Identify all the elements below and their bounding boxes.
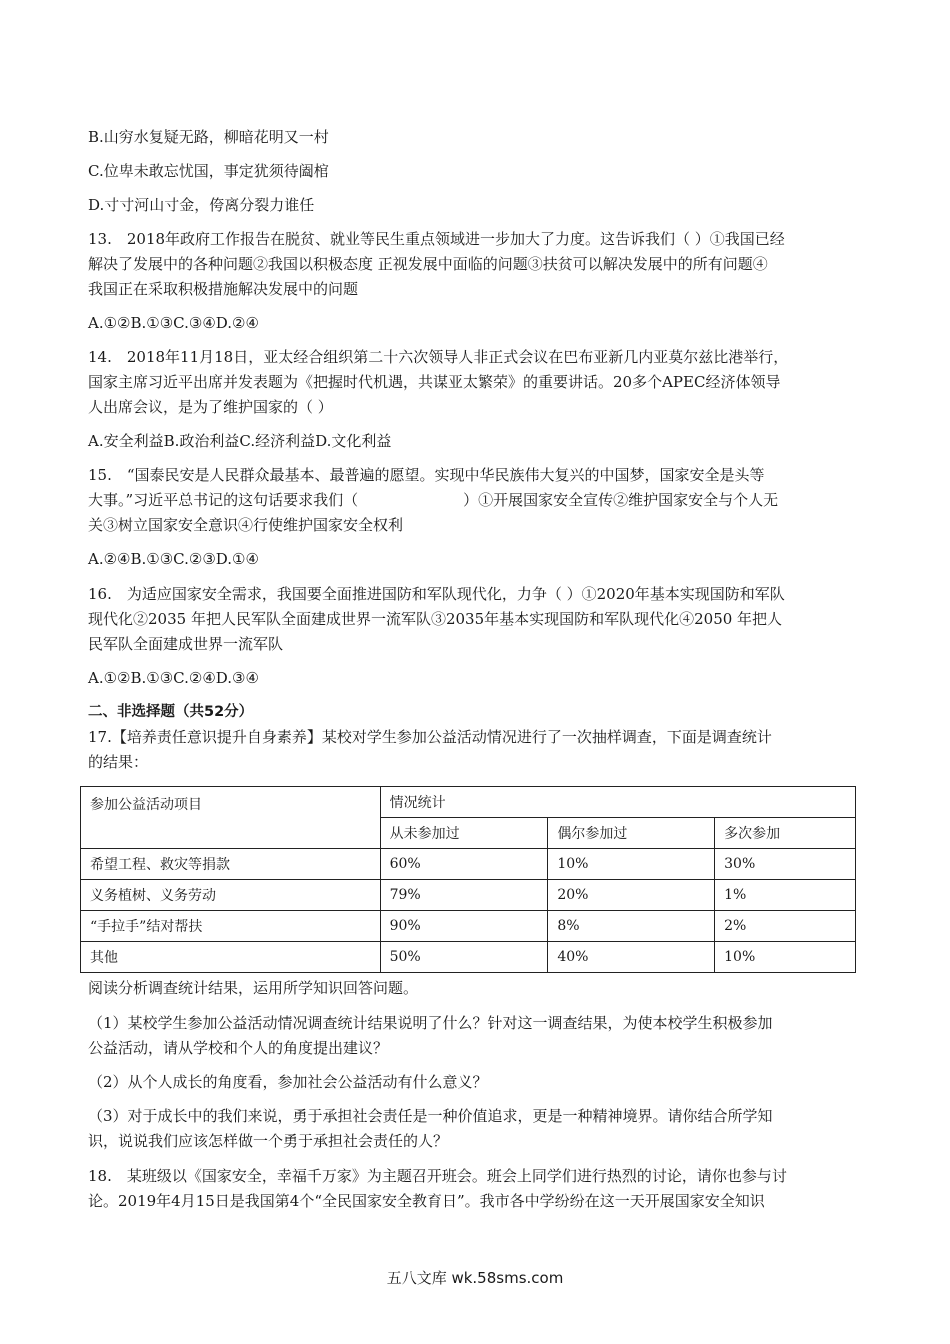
- survey-table: [80, 786, 856, 973]
- table-row: [81, 849, 856, 880]
- row-value: 60%: [380, 849, 548, 880]
- row-value: 20%: [548, 880, 715, 911]
- q17-sub3-line-2: 识，说说我们应该怎样做一个勇于承担社会责任的人？: [88, 1132, 449, 1150]
- row-value: 10%: [548, 849, 715, 880]
- row-value: 50%: [380, 942, 548, 973]
- row-value: 2%: [715, 911, 856, 942]
- q14-line-2: 国家主席习近平出席并发表题为《把握时代机遇，共谋亚太繁荣》的重要讲话。20多个APEC经济体领导: [88, 373, 781, 391]
- subheader-occasional: 偶尔参加过: [548, 818, 715, 849]
- q18-line-1: 18. 某班级以《国家安全，幸福千万家》为主题召开班会。班会上同学们进行热烈的讨论，请你也参与讨: [88, 1167, 787, 1185]
- q15-line-1: 15. “国泰民安是人民群众最基本、最普遍的愿望。实现中华民族伟大复兴的中国梦，国家安全是头等: [88, 466, 765, 484]
- q14-line-3: 人出席会议，是为了维护国家的（ ）: [88, 398, 333, 416]
- q15-line-2: 大事。”习近平总书记的这句话要求我们（ ）①开展国家安全宣传②维护国家安全与个人无: [88, 491, 779, 509]
- q13-answers: A.①②B.①③C.③④D.②④: [88, 314, 259, 332]
- table-row: [81, 880, 856, 911]
- q12-option-b: B.山穷水复疑无路，柳暗花明又一村: [88, 128, 329, 146]
- q14-line-1: 14. 2018年11月18日，亚太经合组织第二十六次领导人非正式会议在巴布亚新几内亚莫尔兹比港举行，: [88, 348, 789, 366]
- q15-line-3: 关③树立国家安全意识④行使维护国家安全权利: [88, 516, 404, 534]
- row-value: 30%: [715, 849, 856, 880]
- section-2-title: 二、非选择题（共52分）: [88, 704, 254, 720]
- q13-line-1: 13. 2018年政府工作报告在脱贫、就业等民生重点领域进一步加大了力度。这告诉我们（ ）①我国已经: [88, 230, 785, 248]
- q14-answers: A.安全利益B.政治利益C.经济利益D.文化利益: [88, 432, 392, 450]
- q17-sub3-line-1: （3）对于成长中的我们来说，勇于承担社会责任是一种价值追求，更是一种精神境界。请你结合所学知: [88, 1107, 773, 1125]
- header-stats-cell: 情况统计: [380, 787, 855, 818]
- table-row: [81, 911, 856, 942]
- row-item: “手拉手”结对帮扶: [81, 911, 381, 942]
- row-item: 其他: [81, 942, 381, 973]
- header-item-label: 参加公益活动项目: [90, 796, 202, 813]
- table-row: [81, 942, 856, 973]
- row-value: 40%: [548, 942, 715, 973]
- q17-line-1: 17.【培养责任意识提升自身素养】某校对学生参加公益活动情况进行了一次抽样调查，下面是调查统计: [88, 728, 772, 746]
- row-item: 希望工程、救灾等捐款: [81, 849, 381, 880]
- subheader-never: 从未参加过: [380, 818, 548, 849]
- q18-line-2: 论。2019年4月15日是我国第4个“全民国家安全教育日”。我市各中学纷纷在这一天开展国家安全知识: [88, 1192, 765, 1210]
- q12-option-c: C.位卑未敢忘忧国，事定犹须待阖棺: [88, 162, 329, 180]
- row-value: 79%: [380, 880, 548, 911]
- subheader-frequent: 多次参加: [715, 818, 856, 849]
- q16-line-3: 民军队全面建成世界一流军队: [88, 635, 284, 653]
- q17-sub1-line-2: 公益活动，请从学校和个人的角度提出建议？: [88, 1039, 389, 1057]
- q17-instruction: 阅读分析调查统计结果，运用所学知识回答问题。: [88, 979, 419, 997]
- row-value: 1%: [715, 880, 856, 911]
- q17-sub2: （2）从个人成长的角度看，参加社会公益活动有什么意义？: [88, 1073, 488, 1091]
- q16-answers: A.①②B.①③C.②④D.③④: [88, 669, 259, 687]
- row-value: 8%: [548, 911, 715, 942]
- q16-line-1: 16. 为适应国家安全需求，我国要全面推进国防和军队现代化，力争（ ）①2020年基本实现国防和军队: [88, 585, 785, 603]
- q13-line-3: 我国正在采取积极措施解决发展中的问题: [88, 280, 359, 298]
- q12-option-d: D.寸寸河山寸金，侉离分裂力谁任: [88, 196, 315, 214]
- q15-answers: A.②④B.①③C.②③D.①④: [88, 550, 259, 568]
- row-item: 义务植树、义务劳动: [81, 880, 381, 911]
- table-header-row: [81, 787, 856, 818]
- q16-line-2: 现代化②2035 年把人民军队全面建成世界一流军队③2035年基本实现国防和军队现代化④2050 年把人: [88, 610, 783, 628]
- footer-watermark: 五八文库 wk.58sms.com: [386, 1269, 564, 1287]
- row-value: 90%: [380, 911, 548, 942]
- header-item-cell: [81, 787, 381, 849]
- q17-line-2: 的结果：: [88, 753, 149, 771]
- row-value: 10%: [715, 942, 856, 973]
- q17-sub1-line-1: （1）某校学生参加公益活动情况调查统计结果说明了什么？针对这一调查结果，为使本校学生积极参加: [88, 1014, 773, 1032]
- q13-line-2: 解决了发展中的各种问题②我国以积极态度 正视发展中面临的问题③扶贫可以解决发展中的所有问题④: [88, 255, 768, 273]
